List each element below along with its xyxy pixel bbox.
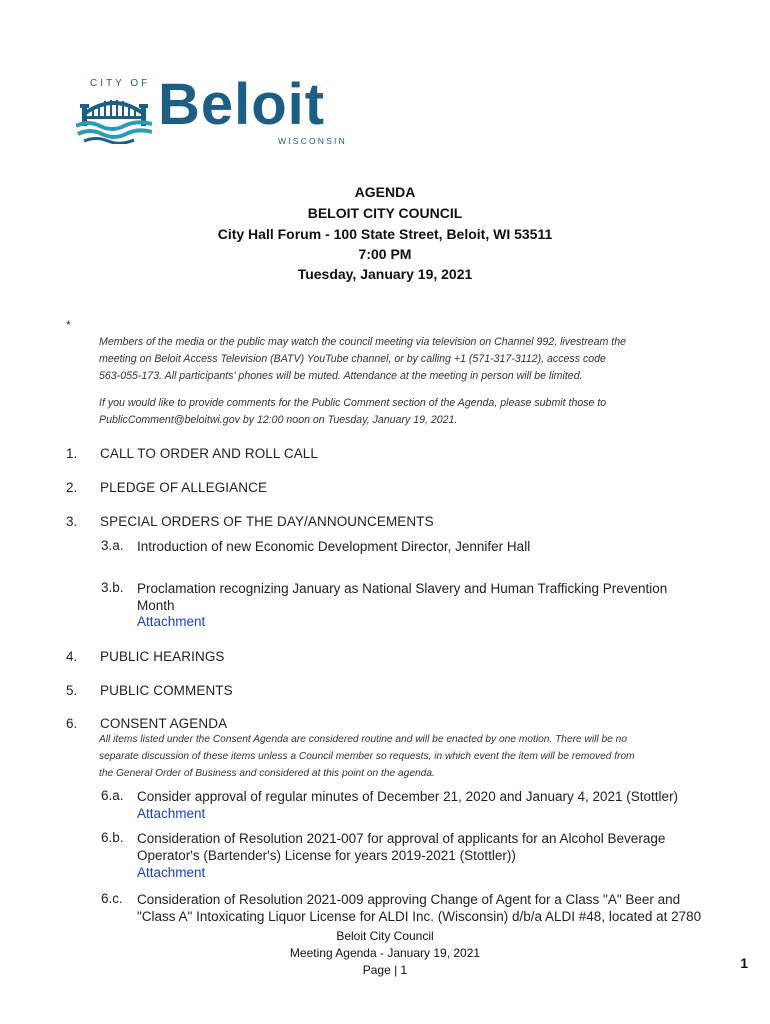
notice-line: Members of the media or the public may watch the council meeting via television on Channel 992, livestream the	[99, 336, 627, 348]
footer-page-label: Page | 1	[362, 963, 408, 977]
subitem-proclamation	[137, 580, 707, 614]
notice-paragraph-1	[99, 334, 699, 385]
subitem-line: Month	[137, 598, 175, 613]
note-line: All items listed under the Consent Agenda are considered routine and will be enacted by one motion. There will be no	[99, 734, 627, 745]
subitem-number: 3.b.	[101, 580, 124, 595]
item-number: 1.	[66, 446, 78, 461]
subitem-resolution-2021-007	[137, 830, 707, 864]
subitem-line: "Class A" Intoxicating Liquor License for ALDI Inc. (Wisconsin) d/b/a ALDI #48, located at 2780	[137, 909, 702, 924]
item-number: 5.	[66, 683, 78, 698]
subitem-line: Operator's (Bartender's) License for years 2019-2021 (Stottler))	[137, 848, 516, 863]
subitem-line: Consideration of Resolution 2021-009 approving Change of Agent for a Class "A" Beer and	[137, 892, 681, 907]
notice-line: PublicComment@beloitwi.gov by 12:00 noon on Tuesday, January 19, 2021.	[99, 414, 458, 426]
attachment-link-3b[interactable]: Attachment	[137, 614, 206, 629]
item-public-hearings: PUBLIC HEARINGS	[100, 649, 225, 664]
consent-agenda-note	[99, 731, 719, 782]
subitem-introduction: Introduction of new Economic Development Director, Jennifer Hall	[137, 539, 531, 554]
item-number: 2.	[66, 480, 78, 495]
subitem-minutes: Consider approval of regular minutes of December 21, 2020 and January 4, 2021 (Stottler)	[137, 789, 679, 804]
page-number: 1	[740, 955, 748, 971]
council-title: BELOIT CITY COUNCIL	[307, 205, 463, 221]
item-special-orders: SPECIAL ORDERS OF THE DAY/ANNOUNCEMENTS	[100, 514, 434, 529]
meeting-location: City Hall Forum - 100 State Street, Beloit, WI 53511	[217, 226, 553, 242]
item-pledge: PLEDGE OF ALLEGIANCE	[100, 480, 268, 495]
logo-city-of-text: CITY OF	[90, 78, 151, 89]
notice-line: 563-055-173. All participants' phones will be muted. Attendance at the meeting in person will be limited.	[99, 370, 583, 382]
notice-line: If you would like to provide comments for the Public Comment section of the Agenda, please submit those to	[99, 397, 607, 409]
item-call-to-order: CALL TO ORDER AND ROLL CALL	[100, 446, 319, 461]
subitem-line: Consideration of Resolution 2021-007 for approval of applicants for an Alcohol Beverage	[137, 831, 666, 846]
bridge-icon	[76, 88, 152, 144]
notice-line: meeting on Beloit Access Television (BATV) YouTube channel, or by calling +1 (571-317-3112), access code	[99, 353, 606, 365]
note-line: the General Order of Business and considered at this point on the agenda.	[99, 768, 435, 779]
meeting-time: 7:00 PM	[358, 246, 412, 262]
attachment-link-6b[interactable]: Attachment	[137, 865, 206, 880]
subitem-number: 6.c.	[101, 891, 123, 906]
subitem-resolution-2021-009	[137, 891, 707, 925]
note-line: separate discussion of these items unless a Council member so requests, in which event the item will be removed from	[99, 751, 635, 762]
asterisk-marker: *	[66, 318, 71, 332]
agenda-title: AGENDA	[354, 184, 416, 200]
subitem-line: Proclamation recognizing January as National Slavery and Human Trafficking Prevention	[137, 581, 668, 596]
logo-state-text: WISCONSIN	[278, 136, 347, 146]
subitem-number: 6.a.	[101, 788, 124, 803]
footer-council: Beloit City Council	[336, 929, 434, 943]
attachment-link-6a[interactable]: Attachment	[137, 806, 206, 821]
meeting-date: Tuesday, January 19, 2021	[297, 266, 473, 282]
city-of-beloit-logo	[76, 74, 356, 150]
item-number: 4.	[66, 649, 78, 664]
logo-wordmark: Beloit	[158, 72, 326, 137]
item-public-comments: PUBLIC COMMENTS	[100, 683, 233, 698]
subitem-number: 6.b.	[101, 830, 124, 845]
item-number: 3.	[66, 514, 78, 529]
item-number: 6.	[66, 716, 78, 731]
item-consent-agenda: CONSENT AGENDA	[100, 716, 228, 731]
footer-agenda-date: Meeting Agenda - January 19, 2021	[289, 946, 481, 960]
notice-paragraph-2	[99, 395, 699, 429]
subitem-number: 3.a.	[101, 538, 124, 553]
